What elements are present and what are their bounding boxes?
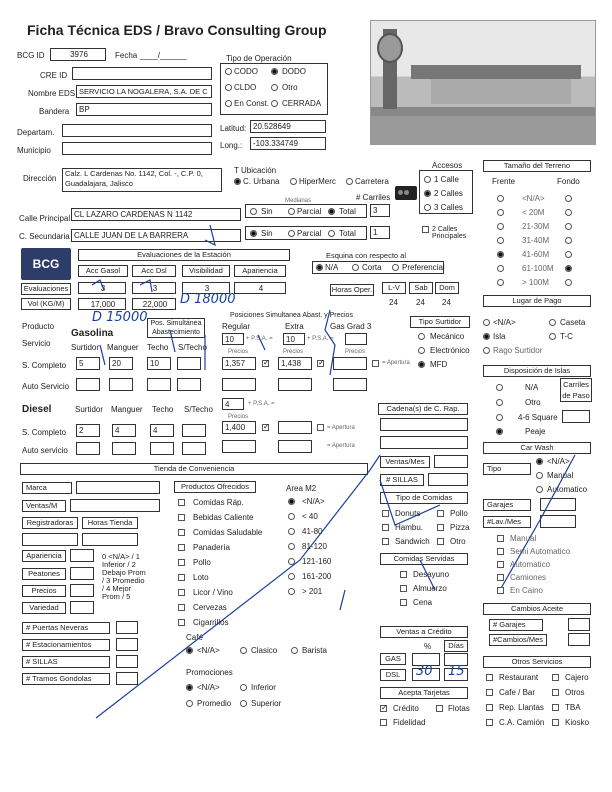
frente-label: Frente [492,177,516,186]
rating-scale-3: / 3 Promedio [102,576,145,585]
producto-check-3[interactable] [178,544,185,551]
cw-na-label: <N/A> [547,457,570,466]
accesos-title: Accesos [432,161,463,170]
producto-label-4: Pollo [193,558,211,567]
producto-check-2[interactable] [178,529,185,536]
cafe-radio-2[interactable] [291,647,298,654]
terreno-option-3: 31-40M [522,236,550,245]
cafe-label-2: Barista [302,646,327,655]
comidas-servidas-title: Comidas Servidas [380,553,468,565]
bcg-logo: BCG [21,248,71,280]
cw-lav-label: #Lav./Mes [483,516,531,528]
terreno-title: Tamaño del Terreno [483,160,591,172]
otro-servicio-check-1[interactable] [552,674,559,681]
producto-check-6[interactable] [178,589,185,596]
page-title: Ficha Técnica EDS / Bravo Consulting Group [27,22,327,38]
promociones-title: Promociones [186,668,233,677]
cldo-label: CLDO [234,83,257,92]
nombre-label: Nombre EDS [28,89,76,98]
peatones-label: Peatones [22,568,66,580]
diesel-label: Diesel [22,404,52,415]
eval-col-acc-dsl: Acc Dsl [132,265,176,277]
hw-credito-dsl-pct: 30 [416,664,433,679]
otros-title: Otros Servicios [483,656,591,668]
otro-servicio-check-6[interactable] [486,719,493,726]
producto-label-7: Cervezas [193,603,227,612]
servida-label-0: Desayuno [413,570,450,579]
g-techo-label: Techo [147,343,169,352]
cw-type-check-3[interactable] [497,574,504,581]
producto-check-4[interactable] [178,559,185,566]
aceite-title: Cambios Aceite [483,603,591,615]
credito-title: Ventas a Crédito [380,626,468,638]
d-surtidor-field[interactable]: 2 [76,424,100,437]
vol-label: Vol (KG/M) [21,298,71,310]
regular-label: Regular [222,322,251,331]
carriles-paso-label: Carriles de Paso [560,378,592,402]
terreno-option-4: 41-60M [522,250,550,259]
direccion-field[interactable]: Calz. L Cardenas No. 1142, Col. -, C.P. 0, Guadalajara, Jalisco [62,168,222,192]
horas-lv: L-V [382,282,406,294]
aceite-cambios-label: #Cambios/Mes [489,634,547,646]
credito-pct-label: % [424,642,432,651]
fecha-field[interactable]: ____/______ [140,51,187,60]
carriles-field[interactable]: 3 [370,204,390,217]
productos-title: Productos Ofrecidos [174,481,256,493]
comida-label-3: Pizza [450,523,470,532]
credito-dias-label: Días [444,640,468,652]
area-title: Area M2 [286,484,317,493]
tipo-comidas-title: Tipo de Comidas [380,492,468,504]
horas-tienda-label: Horas Tienda [82,517,138,529]
medianas-label: Medianas [285,198,312,204]
extra-precios-label: Precios [283,349,304,355]
lugar-pago-title: Lugar de Pago [483,295,591,307]
longitud-field[interactable]: -103.334749 [250,137,326,150]
cafe-radio-0[interactable] [186,647,193,654]
cw-type-label-1: Semi Automatico [510,547,571,556]
variedad-label: Variedad [22,602,66,614]
comida-label-5: Otro [450,537,466,546]
registradoras-label: Registradoras [22,517,78,529]
comida-check-2[interactable] [382,524,389,531]
two-calles-label: 2 Calles Principales [432,226,467,240]
ubicacion-title: T Ubicación [234,166,277,175]
otro-servicio-check-3[interactable] [552,689,559,696]
direccion-label: Dirección [23,174,57,183]
eval-col-visibilidad: Visibilidad [182,265,230,277]
eval-visibilidad[interactable]: 3 [182,282,230,294]
urbana-label: C. Urbana [243,177,280,186]
producto-check-7[interactable] [178,604,185,611]
area-label-3: 81-120 [302,542,327,551]
d-manguer-label: Manguer [111,405,143,414]
d-precio-field[interactable]: 1,400 [222,421,256,434]
cerrada-label: CERRADA [282,99,322,108]
producto-check-0[interactable] [178,499,185,506]
vol-dsl[interactable]: 22,000 [132,298,176,310]
terreno-option-6: > 100M [522,278,549,287]
gas3-precios-label: Precios [345,349,366,355]
total-label-2: Total [339,229,356,238]
cw-manual-label: Manual [547,471,574,480]
otro-servicio-label-5: TBA [565,703,581,712]
tipo-op-title: Tipo de Operación [226,54,292,63]
latitud-field[interactable]: 20.528649 [250,120,326,133]
area-radio-1[interactable] [288,513,295,520]
hw-vol-gasol: D 15000 [92,310,148,325]
comida-check-5[interactable] [437,538,444,545]
cw-type-check-2[interactable] [497,561,504,568]
rating-scale-4: / 4 Mejor [102,584,132,593]
promo-label-0: <N/A> [197,683,220,692]
otro-servicio-label-4: Rep. Llantas [499,703,544,712]
regular-pos-field[interactable]: 10 [222,333,244,345]
g-techo-field[interactable]: 10 [147,357,171,370]
aceite-garajes-label: # Garajes [489,619,543,631]
ventas-mes-label: Ventas/Mes [380,456,430,468]
comida-label-0: Donuts [395,509,421,518]
evaluaciones-label: Evaluaciones [21,283,71,295]
g-manguer-label: Manguer [107,343,139,352]
esquina-pref-label: Preferencial [402,263,445,272]
producto-label-3: Panadería [193,543,230,552]
acceso-2-label: 2 Calles [434,189,463,198]
cadena-title: Cadena(s) de C. Rap. [378,403,468,415]
otro-servicio-label-3: Otros [565,688,585,697]
rating-scale-2: Debajo Prom [102,568,146,577]
servida-label-1: Almuerzo [413,584,447,593]
d-techo-label: Techo [152,405,174,414]
area-radio-0[interactable] [288,498,295,505]
regular-precios-label: Precios [228,349,249,355]
area-label-6: > 201 [302,587,323,596]
disp-peaje-label: Peaje [525,427,546,436]
frente-radio-6[interactable] [497,279,504,286]
cw-type-label-4: En Caino [510,586,543,595]
g-stecho-label: S/Techo [178,343,207,352]
terreno-option-0: <N/A> [522,194,545,203]
dodo-label: DODO [282,67,306,76]
cw-auto-label: Automatico [547,485,588,494]
parcial-label-2: Parcial [297,229,322,238]
vol-gasol[interactable]: 17,000 [78,298,126,310]
sillas-label: # SILLAS [380,474,424,486]
evaluaciones-title: Evaluaciones de la Estación [78,249,290,261]
promo-radio-3[interactable] [240,700,247,707]
fondo-radio-2[interactable] [565,223,572,230]
disposicion-title: Disposición de Islas [483,365,591,377]
cafe-title: Café [186,633,203,642]
eval-apariencia[interactable]: 4 [234,282,286,294]
cw-type-check-1[interactable] [497,548,504,555]
fondo-radio-1[interactable] [565,209,572,216]
bandera-field[interactable]: BP [76,103,212,116]
otro-servicio-check-5[interactable] [552,704,559,711]
area-radio-2[interactable] [288,528,295,535]
promo-radio-1[interactable] [240,684,247,691]
fondo-radio-6[interactable] [565,279,572,286]
precio-regular-field[interactable]: 1,357 [222,357,256,370]
servida-label-2: Cena [413,598,433,607]
cw-garajes-label: Garajes [483,499,531,511]
fondo-radio-0[interactable] [565,195,572,202]
hipermerc-label: HiperMerc [299,177,336,186]
disp-na-label: N/A [525,383,539,392]
disp-otro-label: Otro [525,398,541,407]
extra-label: Extra [285,322,304,331]
regular-psa: + P.S.A. = [246,336,273,342]
estacionamientos-label: # Estacionamientos [22,639,110,651]
disp-square-label: 4-6 Square [518,413,558,422]
area-radio-6[interactable] [288,588,295,595]
cw-type-check-0[interactable] [497,535,504,542]
longitud-label: Long.: [220,141,243,150]
otro-servicio-label-1: Cajero [565,673,589,682]
promo-radio-2[interactable] [186,700,193,707]
comida-label-2: Hambu. [395,523,424,532]
cw-type-label-3: Camiones [510,573,547,582]
sin-label: Sin [261,207,273,216]
marca-label: Marca [22,482,72,494]
tienda-title: Tienda de Conveniencia [20,463,368,475]
producto-label-1: Bebidas Caliente [193,513,254,522]
codo-label: CODO [234,67,258,76]
hw-vol-dsl: D 18000 [180,292,236,307]
otro-servicio-check-4[interactable] [486,704,493,711]
area-label-2: 41-80 [302,527,323,536]
horas-dom-value[interactable]: 24 [442,298,451,307]
total-label: Total [339,207,356,216]
principal-field[interactable]: CL LAZARO CARDENAS N 1142 [71,208,241,221]
credito-dsl-label: DSL [380,669,406,681]
otro-servicio-label-0: Restaurant [499,673,539,682]
d-surtidor-label: Surtidor [75,405,104,414]
cafe-radio-1[interactable] [240,647,247,654]
carwash-title: Car Wash [483,442,591,454]
comida-check-3[interactable] [437,524,444,531]
d-apertura-label: = Apertura [327,425,355,431]
fondo-radio-5[interactable] [565,265,572,272]
frente-radio-2[interactable] [497,223,504,230]
comida-check-4[interactable] [382,538,389,545]
d-auto-label: Auto servicio [22,446,68,455]
principal-label: Calle Principal [19,214,71,223]
tarj-flotas-label: Flotas [448,704,470,713]
electronico-label: Electrónico [430,346,470,355]
extra-pos-field[interactable]: 10 [283,333,305,345]
esquina-na-label: N/A [325,263,339,272]
d-stecho-label: S/Techo [184,405,213,414]
gas3-label: Gas Grad 3 [330,322,372,331]
producto-check-8[interactable] [178,619,185,626]
parcial-label: Parcial [297,207,322,216]
producto-label-0: Comidas Ráp. [193,498,244,507]
fondo-radio-3[interactable] [565,237,572,244]
area-radio-4[interactable] [288,558,295,565]
producto-check-5[interactable] [178,574,185,581]
otro-servicio-label-6: C.A. Camión [499,718,545,727]
extra-psa: + P.S.A. = [307,336,334,342]
apertura-label: = Apertura [382,360,410,366]
area-label-1: < 40 [302,512,318,521]
otro-servicio-check-7[interactable] [552,719,559,726]
area-label-5: 161-200 [302,572,332,581]
construccion-label: En Const. [234,99,270,108]
terreno-option-1: < 20M [522,208,545,217]
carriles-field-2[interactable]: 1 [370,226,390,239]
cw-type-label-0: Manual [510,534,537,543]
g-surtidor-label: Surtidor [71,343,100,352]
area-label-0: <N/A> [302,497,325,506]
tramos-label: # Tramos Gondolas [22,673,110,685]
pago-isla-label: Isla [493,332,506,341]
gasolina-label: Gasolina [71,328,114,339]
area-radio-3[interactable] [288,543,295,550]
frente-radio-1[interactable] [497,209,504,216]
d-s-completo-label: S. Completo [22,428,67,437]
promo-label-2: Promedio [197,699,232,708]
horas-dom: Dom [435,282,459,294]
precio-extra-field[interactable]: 1,438 [278,357,312,370]
municipio-label: Municipio [17,146,51,155]
producto-label-8: Cigarrillos [193,618,229,627]
d-techo-field[interactable]: 4 [150,424,174,437]
eval-col-acc-gasol: Acc Gasol [78,265,128,277]
rating-scale-5: Prom / 5 [102,592,131,601]
auto-servicio-label: Auto Servicio [22,382,70,391]
otro-servicio-label-7: Kiosko [565,718,590,727]
t-sillas-label: # SILLAS [22,656,110,668]
d-pos-field[interactable]: 4 [222,398,244,410]
bcg-id-field[interactable]: 3976 [50,48,106,61]
ventas-m-label: Ventas/M [22,500,66,512]
tipo-surtidor-title: Tipo Surtidor [410,316,470,328]
g-surtidor-field[interactable]: 5 [76,357,100,370]
tarj-credito-label: Crédito [393,704,419,713]
rating-scale-1: Inferior / 2 [102,560,136,569]
comida-check-1[interactable] [437,510,444,517]
horas-sab-value[interactable]: 24 [416,298,425,307]
secundaria-field[interactable]: CALLE JUAN DE LA BARRERA [71,229,241,242]
producto-check-1[interactable] [178,514,185,521]
esquina-title: Esquina con respecto al [312,251,420,263]
rating-scale-0: 0 <N/A> / 1 [102,552,140,561]
promo-label-3: Superior [251,699,282,708]
servida-check-0[interactable] [400,571,407,578]
terreno-option-2: 21-30M [522,222,550,231]
hw-credito-dsl-dias: 15 [448,664,465,679]
carretera-label: Carretera [355,177,389,186]
mecanico-label: Mecánico [430,332,465,341]
servicio-label: Servicio [22,339,51,348]
acceso-1-label: 1 Calle [434,175,459,184]
eval-col-apariencia: Apariencia [234,265,286,277]
cafe-label-1: Clasico [251,646,278,655]
otro-servicio-check-2[interactable] [486,689,493,696]
bcg-id-label: BCG ID [17,51,45,60]
fondo-radio-4[interactable] [565,251,572,258]
horas-sab: Sab [409,282,433,294]
servida-check-2[interactable] [400,599,407,606]
d-manguer-field[interactable]: 4 [112,424,136,437]
esquina-corta-label: Corta [362,263,382,272]
cw-type-label-2: Automatico [510,560,551,569]
bandera-label: Bandera [39,107,70,116]
frente-radio-4[interactable] [497,251,504,258]
eval-acc-gasol[interactable]: 3 [78,282,126,294]
producto-label: Producto [22,322,55,331]
horas-lv-value[interactable]: 24 [389,298,398,307]
tarj-fidelidad-label: Fidelidad [393,718,426,727]
pos-abast-label: Posiciones Simultanea Abast. y Precios [230,312,353,319]
credito-gas-label: GAS [380,653,406,665]
cafe-label-0: <N/A> [197,646,220,655]
area-radio-5[interactable] [288,573,295,580]
secundaria-label: C. Secundaria [19,232,70,241]
apariencia-label: Apariencia [22,550,66,562]
area-label-4: 121-160 [302,557,332,566]
comida-label-1: Pollo [450,509,468,518]
puertas-label: # Puertas Neveras [22,622,110,634]
frente-radio-0[interactable] [497,195,504,202]
frente-radio-5[interactable] [497,265,504,272]
sin-label-2: Sin [261,229,273,238]
horas-label: Horas Oper. [331,285,373,294]
fecha-label: Fecha [115,51,138,60]
carriles-label: # Carriles [356,193,391,202]
comida-check-0[interactable] [382,510,389,517]
nombre-field[interactable]: SERVICIO LA NOGALERA, S.A. DE C [76,85,212,98]
comida-label-4: Sandwich [395,537,430,546]
depto-label: Departam. [17,128,55,137]
fondo-label: Fondo [557,177,580,186]
terreno-option-5: 61-100M [522,264,554,273]
mfd-label: MFD [430,360,448,369]
eval-acc-dsl[interactable]: 3 [132,282,176,294]
pos-sim-title: Pos. Simultánea Abastecimiento [147,318,205,338]
cre-label: CRE ID [40,71,68,80]
d-auto-apertura: = Apertura [327,443,355,449]
servida-check-1[interactable] [400,585,407,592]
cw-tipo-label: Tipo [483,463,531,475]
latitud-label: Latitud: [220,124,247,133]
pago-rago-label: Rago Surtidor [493,346,543,355]
d-psa: + P.S.A. = [248,401,275,407]
tarjetas-title: Acepta Tarjetas [380,687,468,699]
producto-label-2: Comidas Saludable [193,528,263,537]
pago-caseta-label: Caseta [560,318,586,327]
pago-tc-label: T-C [560,332,573,341]
otro-label: Otro [282,83,298,92]
cw-type-check-4[interactable] [497,587,504,594]
d-precios-label: Precios [228,414,249,420]
producto-label-6: Licor / Vino [193,588,233,597]
otro-servicio-label-2: Cafe / Bar [499,688,536,697]
otro-servicio-check-0[interactable] [486,674,493,681]
g-manguer-field[interactable]: 20 [109,357,133,370]
acceso-3-label: 3 Calles [434,203,463,212]
pago-na-label: <N/A> [493,318,516,327]
promo-radio-0[interactable] [186,684,193,691]
precios-label: Precios [22,585,66,597]
s-completo-label: S. Completo [22,361,67,370]
frente-radio-3[interactable] [497,237,504,244]
promo-label-1: Inferior [251,683,276,692]
producto-label-5: Loto [193,573,209,582]
